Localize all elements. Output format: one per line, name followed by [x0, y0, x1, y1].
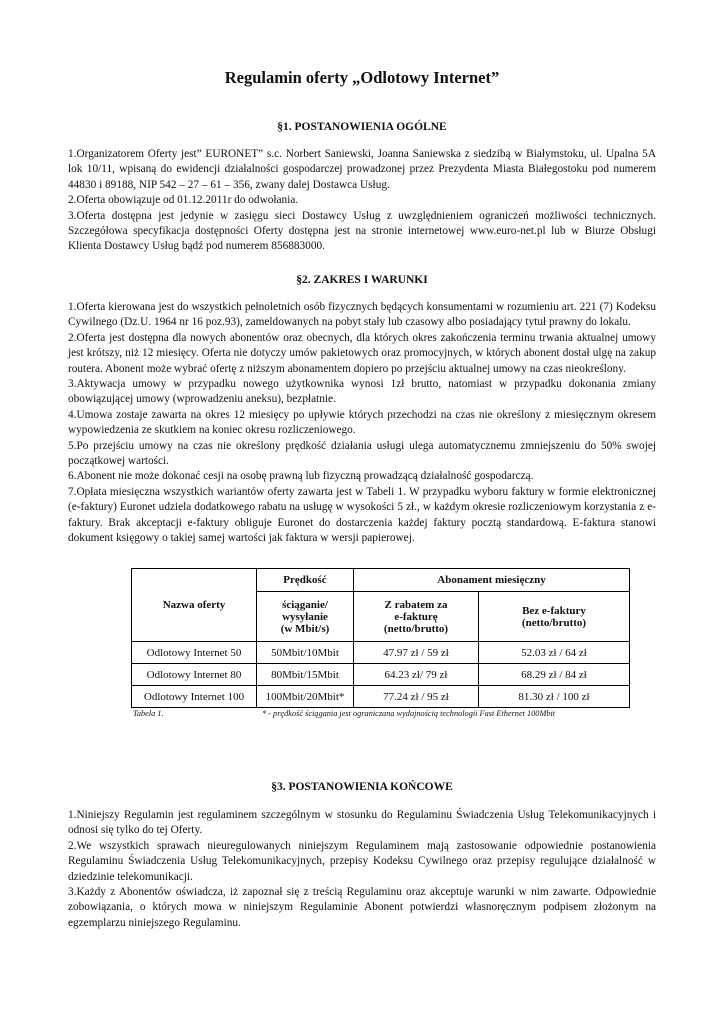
table-caption: Tabela 1. — [133, 709, 164, 718]
price-with-discount-cell: 64.23 zł/ 79 zł — [354, 664, 479, 686]
header-offer-name: Nazwa oferty — [132, 569, 257, 642]
speed-cell: 80Mbit/15Mbit — [257, 664, 354, 686]
offer-name-cell: Odlotowy Internet 100 — [132, 686, 257, 708]
price-with-discount-cell: 77.24 zł / 95 zł — [354, 686, 479, 708]
paragraph: 1.Niniejszy Regulamin jest regulaminem szczególnym w stosunku do Regulaminu Świadczenia Usług Telekomunikacyjnych i odnosi się tylko do tej Oferty. — [68, 809, 656, 837]
header-without-efaktura-line: (netto/brutto) — [521, 616, 587, 629]
paragraph: 1.Oferta kierowana jest do wszystkich pełnoletnich osób fizycznych będących konsumentami w rozumieniu art. 221 (7) Kodeksu Cywilnego (Dz.U. 1964 nr 16 poz.93), zameldowanych na pobyt stały lub czasowy albo posiadający tytuł prawny do lokalu. — [68, 301, 656, 329]
header-subscription-group: Abonament miesięczny — [354, 569, 630, 592]
offer-price-table — [131, 568, 630, 708]
price-without-efaktura-cell: 68.29 zł / 84 zł — [479, 664, 630, 686]
paragraph: 7.Opłata miesięczna wszystkich wariantów oferty zawarta jest w Tabeli 1. W przypadku wyboru faktury w formie elektronicznej (e-faktury) Euronet udziela dodatkowego rabatu na usługę w wysokości 5 zł., w każdym okresie rozliczeniowym korzystania z e-faktury. Brak akceptacji e-faktury obliguje Euronet do dostarczenia każdej faktury pocztą standardową. E-faktura stanowi dokument księgowy o takiej samej wartości jak faktura w wersji papierowej. — [68, 485, 656, 545]
table-footnote: * - prędkość ściągania jest ograniczana wydajnością technologii Fast Ethernet 100Mbit — [262, 709, 556, 718]
header-with-discount-line: Z rabatem za — [384, 598, 448, 611]
header-without-efaktura-line: Bez e-faktury — [522, 604, 586, 617]
price-with-discount-cell: 47.97 zł / 59 zł — [354, 642, 479, 664]
table-row — [132, 686, 630, 708]
speed-cell: 50Mbit/10Mbit — [257, 642, 354, 664]
header-speed-group: Prędkość — [257, 569, 354, 592]
header-with-discount — [354, 592, 479, 642]
speed-cell: 100Mbit/20Mbit* — [257, 686, 354, 708]
section-1-heading: §1. POSTANOWIENIA OGÓLNE — [277, 121, 447, 133]
section-1-body — [68, 147, 656, 255]
table-row — [132, 642, 630, 664]
offer-name-cell: Odlotowy Internet 50 — [132, 642, 257, 664]
section-2-heading: §2. ZAKRES I WARUNKI — [296, 274, 428, 286]
header-with-discount-line: e-fakturę — [394, 610, 438, 623]
header-speed-line: (w Mbit/s) — [280, 622, 330, 635]
header-speed — [257, 592, 354, 642]
paragraph: 3.Aktywacja umowy w przypadku nowego użytkownika wynosi 1zł brutto, natomiast w przypadku dokonania zmiany obowiązującej umowy (wprowadzeniu aneksu), bezpłatnie. — [68, 378, 656, 406]
price-without-efaktura-cell: 81.30 zł / 100 zł — [479, 686, 630, 708]
paragraph: 5.Po przejściu umowy na czas nie określony prędkość działania usługi ulega automatycznemu zmniejszeniu do 50% swojej początkowej wartości. — [68, 439, 656, 468]
offer-name-cell: Odlotowy Internet 80 — [132, 664, 257, 686]
header-with-discount-line: (netto/brutto) — [383, 622, 449, 635]
paragraph: 2.We wszystkich sprawach nieuregulowanych niniejszym Regulaminem mają zastosowanie odpowiednie postanowienia Regulaminu Świadczenia Usług Telekomunikacyjnych, przepisy Kodeksu Cywilnego oraz przepisy regulujące działalność w dziedzinie telekomunikacji. — [68, 839, 656, 883]
paragraph: 2.Oferta obowiązuje od 01.12.2011r do odwołania. — [68, 194, 299, 207]
header-without-efaktura — [479, 592, 630, 642]
paragraph: 6.Abonent nie może dokonać cesji na osobę prawną lub fizyczną prowadzącą działalność gospodarczą. — [68, 470, 534, 483]
price-without-efaktura-cell: 52.03 zł / 64 zł — [479, 642, 630, 664]
paragraph: 2.Oferta jest dostępna dla nowych abonentów oraz obecnych, dla których okres zakończenia terminu trwania aktualnej umowy jest krótszy, niż 12 miesięcy. Oferta nie dotyczy umów pakietowych oraz promocyjnych, w których abonent dostał ulgę na zakup routera. Abonent może wybrać ofertę z niższym abonamentem dopiero po przejściu aktualnej umowy na czas nieokreślony. — [68, 331, 656, 375]
section-3-body — [68, 808, 656, 931]
paragraph: 3.Oferta dostępna jest jedynie w zasięgu sieci Dostawcy Usług z uwzględnieniem ograniczeń możliwości technicznych. Szczegółowa specyfikacja dostępności Oferty dostępna jest na stronie internetowej www.euro-net.pl lub w Biurze Obsługi Klienta Dostawcy Usług bądź pod numerem 856883000. — [68, 209, 656, 253]
header-speed-line: wysyłanie — [282, 610, 328, 623]
header-speed-line: ściąganie/ — [282, 598, 328, 611]
paragraph: 3.Każdy z Abonentów oświadcza, iż zapoznał się z treścią Regulaminu oraz akceptuje warunki w nim zawarte. Odpowiednie zobowiązania, o których mowa w niniejszym Regulaminie Abonent potwierdzi własnoręcznym podpisem złożonym na egzemplarzu niniejszego Regulaminu. — [68, 886, 656, 929]
section-3-heading: §3. POSTANOWIENIA KOŃCOWE — [271, 781, 453, 793]
paragraph: 4.Umowa zostaje zawarta na okres 12 miesięcy po upływie których przechodzi na czas nie określony z miesięcznym okresem wypowiedzenia ze skutkiem na koniec okresu rozliczeniowego. — [68, 408, 656, 437]
table-row — [132, 664, 630, 686]
paragraph: 1.Organizatorem Oferty jest” EURONET” s.c. Norbert Saniewski, Joanna Saniewska z siedzibą w Białymstoku, ul. Upalna 5A lok 10/11, wpisaną do ewidencji działalności gospodarczej prowadzonej przez Prezydenta Miasta Białegostoku pod numerem 44830 i 89188, NIP 542 – 27 – 61 – 356, zwany dalej Dostawca Usług. — [68, 148, 656, 191]
document-title: Regulamin oferty „Odlotowy Internet” — [224, 68, 500, 87]
section-2-body — [68, 300, 656, 547]
